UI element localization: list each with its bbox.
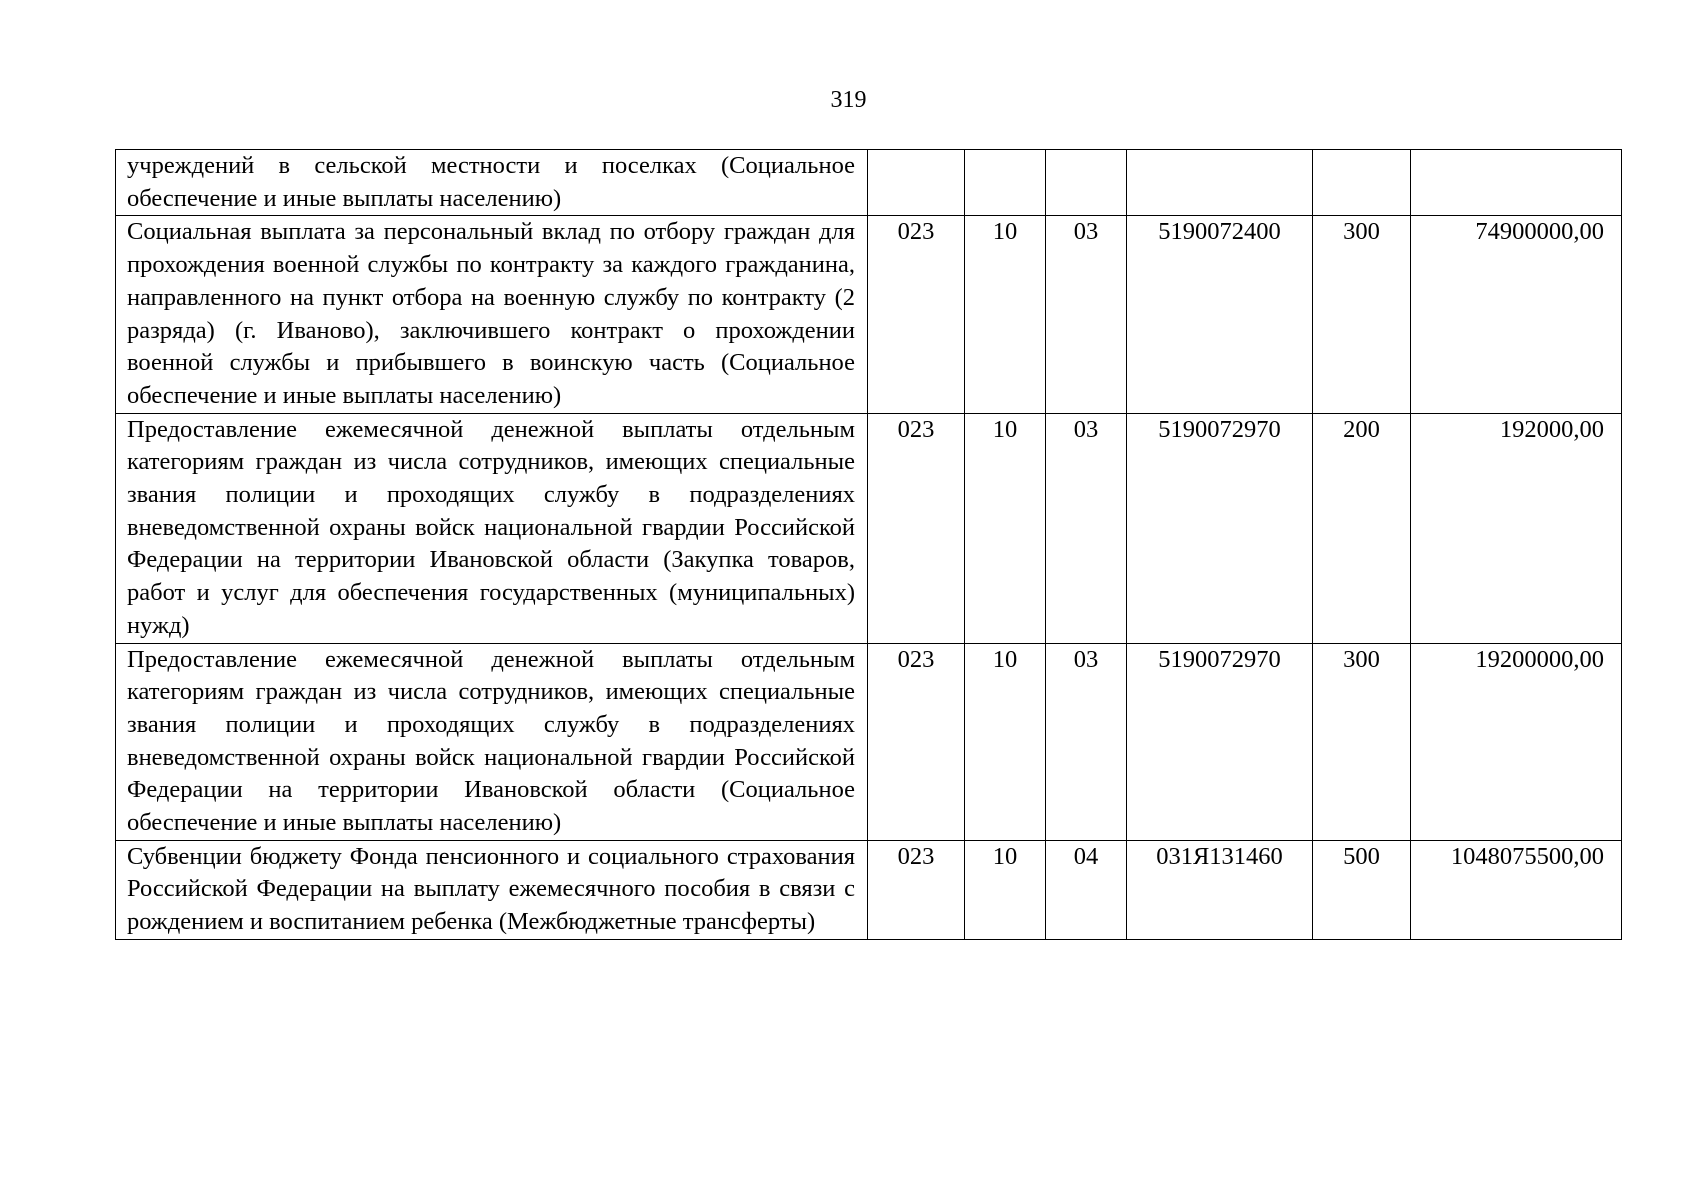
target-article-cell: 5190072970	[1127, 643, 1313, 840]
target-article-cell: 031Я131460	[1127, 840, 1313, 939]
row-name-cell: Предоставление ежемесячной денежной выплаты отдельным категориям граждан из числа сотрудников, имеющих специальные звания полиции и проходящих службу в подразделениях вневедомственной охраны войск национальной гвардии Российской Федерации на территории Ивановской области (Социальное обеспечение и иные выплаты населению)	[116, 643, 868, 840]
subsection-cell: 03	[1046, 216, 1127, 413]
section-cell: 10	[965, 216, 1046, 413]
admin-code-cell	[868, 150, 965, 216]
subsection-cell: 03	[1046, 643, 1127, 840]
target-article-cell: 5190072400	[1127, 216, 1313, 413]
row-name-cell: Предоставление ежемесячной денежной выплаты отдельным категориям граждан из числа сотрудников, имеющих специальные звания полиции и проходящих службу в подразделениях вневедомственной охраны войск национальной гвардии Российской Федерации на территории Ивановской области (Закупка товаров, работ и услуг для обеспечения государственных (муниципальных) нужд)	[116, 413, 868, 643]
section-cell: 10	[965, 643, 1046, 840]
subsection-cell: 03	[1046, 413, 1127, 643]
amount-cell: 1048075500,00	[1411, 840, 1622, 939]
target-article-cell	[1127, 150, 1313, 216]
table-row	[116, 840, 1622, 939]
expense-type-cell: 500	[1313, 840, 1411, 939]
expense-type-cell: 300	[1313, 216, 1411, 413]
amount-cell	[1411, 150, 1622, 216]
amount-cell: 74900000,00	[1411, 216, 1622, 413]
table-row	[116, 216, 1622, 413]
subsection-cell: 04	[1046, 840, 1127, 939]
table-row	[116, 643, 1622, 840]
target-article-cell: 5190072970	[1127, 413, 1313, 643]
table-row	[116, 413, 1622, 643]
budget-table	[115, 149, 1622, 940]
table-row	[116, 150, 1622, 216]
row-name-cell: Социальная выплата за персональный вклад по отбору граждан для прохождения военной службы по контракту за каждого гражданина, направленного на пункт отбора на военную службу по контракту (2 разряда) (г. Иваново), заключившего контракт о прохождении военной службы и прибывшего в воинскую часть (Социальное обеспечение и иные выплаты населению)	[116, 216, 868, 413]
admin-code-cell: 023	[868, 216, 965, 413]
row-name-cell: учреждений в сельской местности и поселках (Социальное обеспечение и иные выплаты населению)	[116, 150, 868, 216]
subsection-cell	[1046, 150, 1127, 216]
section-cell: 10	[965, 413, 1046, 643]
expense-type-cell	[1313, 150, 1411, 216]
admin-code-cell: 023	[868, 413, 965, 643]
section-cell: 10	[965, 840, 1046, 939]
page-number: 319	[830, 87, 867, 113]
expense-type-cell: 300	[1313, 643, 1411, 840]
amount-cell: 192000,00	[1411, 413, 1622, 643]
row-name-cell: Субвенции бюджету Фонда пенсионного и социального страхования Российской Федерации на выплату ежемесячного пособия в связи с рождением и воспитанием ребенка (Межбюджетные трансферты)	[116, 840, 868, 939]
expense-type-cell: 200	[1313, 413, 1411, 643]
admin-code-cell: 023	[868, 643, 965, 840]
section-cell	[965, 150, 1046, 216]
admin-code-cell: 023	[868, 840, 965, 939]
amount-cell: 19200000,00	[1411, 643, 1622, 840]
